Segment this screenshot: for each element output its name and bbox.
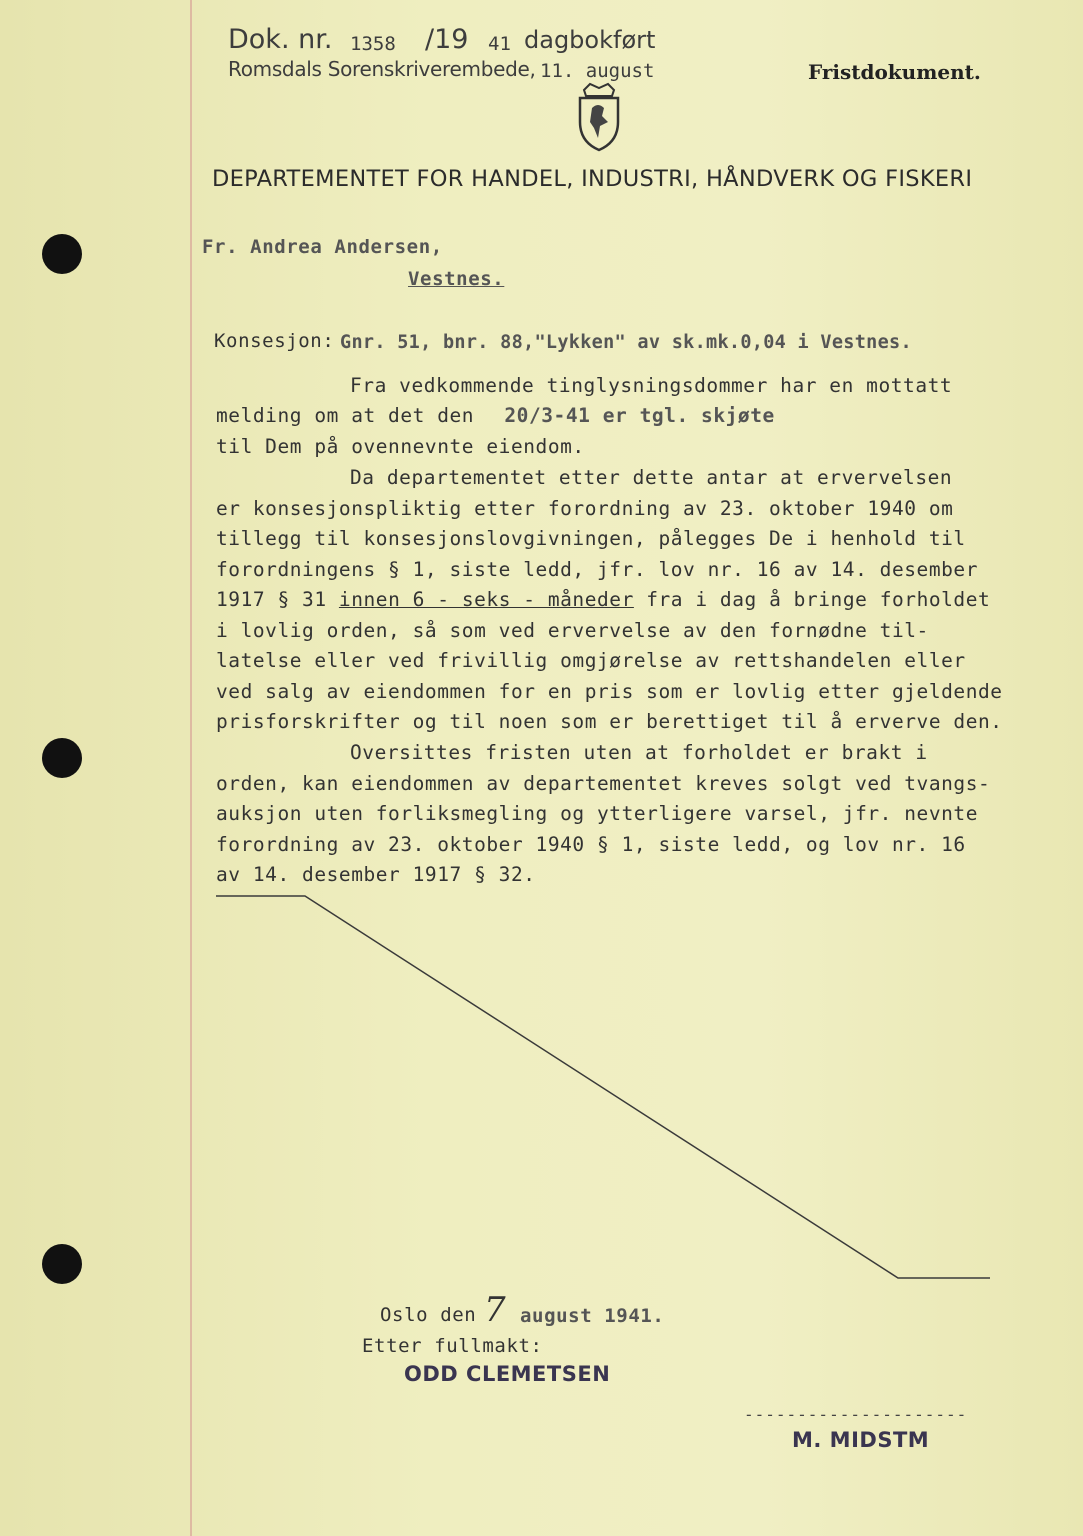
konsesjon-value: Gnr. 51, bnr. 88,"Lykken" av sk.mk.0,04 i Vestnes. <box>340 332 912 353</box>
body-line: ved salg av eiendommen for en pris som er lovlig etter gjeldende <box>216 680 1003 703</box>
body-text: 1917 § 31 <box>216 588 327 611</box>
registration-date-fill: 20/3-41 er tgl. skjøte <box>504 404 775 427</box>
year-suffix: 41 <box>488 33 511 55</box>
office-stamp: Romsdals Sorenskriverembede, <box>228 57 536 81</box>
body-text: fra i dag å bringe forholdet <box>646 588 991 611</box>
signature-line: --------------------- <box>744 1405 968 1424</box>
body-line: Da departementet etter dette antar at ervervelsen <box>350 466 953 489</box>
body-line: latelse eller ved frivillig omgjørelse av rettshandelen eller <box>216 649 966 672</box>
stamp-date: 11. august <box>540 60 655 82</box>
year-prefix: /19 <box>425 24 469 55</box>
body-line: til Dem på ovennevnte eiendom. <box>216 435 585 458</box>
body-line: forordningens § 1, siste ledd, jfr. lov nr. 16 av 14. desember <box>216 558 978 581</box>
closing-place: Oslo den <box>380 1304 477 1326</box>
deadline-text: innen 6 - seks - måneder <box>338 588 634 611</box>
doc-type: Fristdokument. <box>808 60 981 84</box>
recipient-name: Fr. Andrea Andersen, <box>202 236 443 258</box>
body-line: prisforskrifter og til noen som er berettiget til å erverve den. <box>216 710 1003 733</box>
dok-number: 1358 <box>350 33 396 55</box>
body-line: av 14. desember 1917 § 32. <box>216 863 536 886</box>
recipient-place: Vestnes. <box>408 268 505 290</box>
closing-day: 7 <box>484 1290 506 1330</box>
body-line: tillegg til konsesjonslovgivningen, pålegges De i henhold til <box>216 527 966 550</box>
body-line: orden, kan eiendommen av departementet kreves solgt ved tvangs- <box>216 772 991 795</box>
signer-stamp: ODD CLEMETSEN <box>404 1362 611 1386</box>
body-line: forordning av 23. oktober 1940 § 1, siste ledd, og lov nr. 16 <box>216 833 966 856</box>
closing-date: august 1941. <box>520 1305 665 1327</box>
department-header: DEPARTEMENTET FOR HANDEL, INDUSTRI, HÅNDVERK OG FISKERI <box>212 166 973 192</box>
body-text: melding om at det den <box>216 404 475 427</box>
closing-authority: Etter fullmakt: <box>362 1335 543 1357</box>
second-signer-stamp: M. MIDSTM <box>792 1428 930 1452</box>
dok-label: Dok. nr. <box>228 24 333 55</box>
body-line: auksjon uten forliksmegling og ytterligere varsel, jfr. nevnte <box>216 802 978 825</box>
body-line: Fra vedkommende tinglysningsdommer har en mottatt <box>350 374 953 397</box>
konsesjon-label: Konsesjon: <box>214 330 335 352</box>
dagbokfort-stamp: dagbokført <box>524 26 656 54</box>
body-line: Oversittes fristen uten at forholdet er brakt i <box>350 741 928 764</box>
body-line: i lovlig orden, så som ved ervervelse av den fornødne til- <box>216 619 929 642</box>
body-line: er konsesjonspliktig etter forordning av 23. oktober 1940 om <box>216 497 954 520</box>
